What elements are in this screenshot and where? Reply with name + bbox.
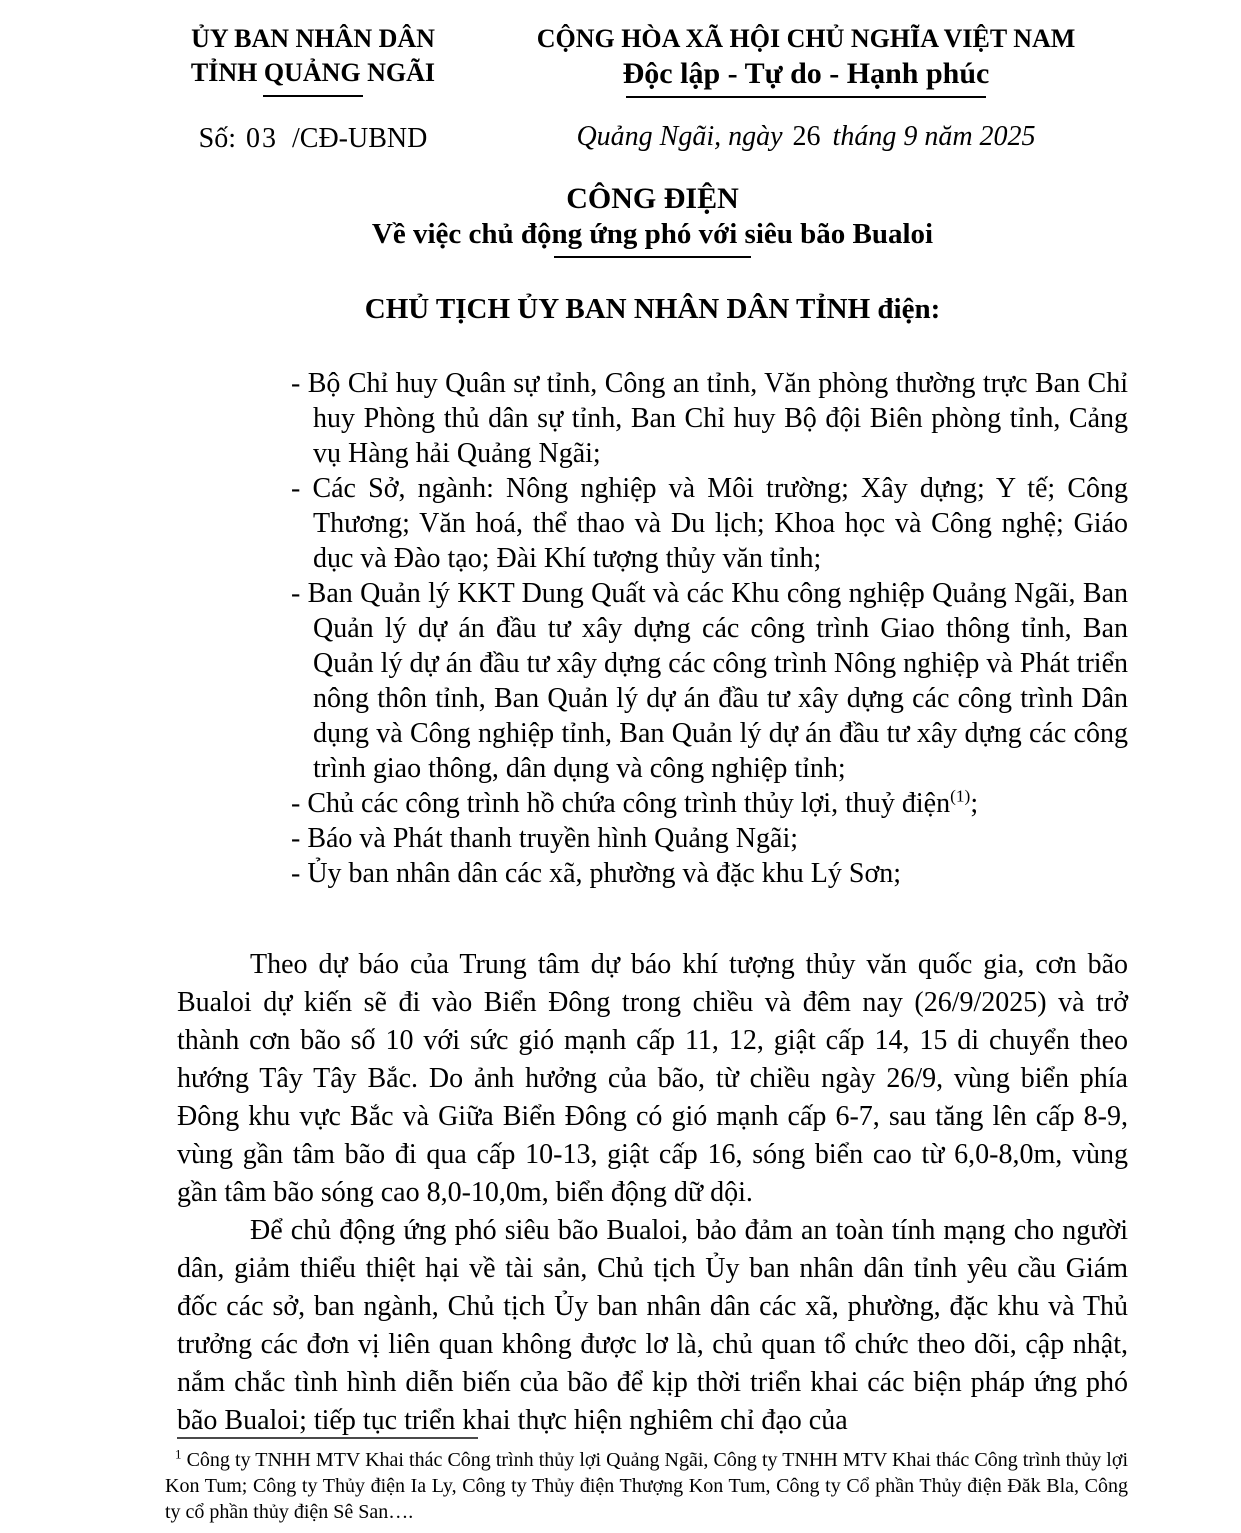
title-underline [554,256,751,258]
dateline-prefix: Quảng Ngãi, ngày [576,121,783,152]
recipient-text: - Ủy ban nhân dân các xã, phường và đặc khu Lý Sơn; [291,858,902,889]
doc-title: CÔNG ĐIỆN [566,182,739,215]
body-paragraph: Theo dự báo của Trung tâm dự báo khí tượng thủy văn quốc gia, cơn bão Bualoi dự kiến sẽ đi vào Biển Đông trong chiều và đêm nay (26/9/2025) và trở thành cơn bão số 10 với sức gió mạnh cấp 11, 12, giật cấp 14, 15 di chuyển theo hướng Tây Tây Bắc. Do ảnh hưởng của bão, từ chiều ngày 26/9, vùng biển phía Đông khu vực Bắc và Giữa Biển Đông có gió mạnh cấp 6-7, sau tăng lên cấp 8-9, vùng gần tâm bão đi qua cấp 10-13, giật cấp 16, sóng biển cao từ 6,0-8,0m, vùng gần tâm bão sóng cao 8,0-10,0m, biển động dữ dội. [177,949,1128,1208]
footnote [165,1447,1128,1525]
body-paragraph: Để chủ động ứng phó siêu bão Bualoi, bảo đảm an toàn tính mạng cho người dân, giảm thiểu thiệt hại về tài sản, Chủ tịch Ủy ban nhân dân tỉnh yêu cầu Giám đốc các sở, ban ngành, Chủ tịch Ủy ban nhân dân các xã, phường, đặc khu và Thủ trưởng các đơn vị liên quan không được lơ là, chủ quan tổ chức theo dõi, cập nhật, nắm chắc tình hình diễn biến của bão để kịp thời triển khai các biện pháp ứng phó bão Bualoi; tiếp tục triển khai thực hiện nghiêm chỉ đạo của [177,1215,1128,1436]
national-header-block [530,22,1082,153]
recipient-text: ; [970,788,979,819]
recipient-text: - Bộ Chỉ huy Quân sự tỉnh, Công an tỉnh, Văn phòng thường trực Ban Chỉ huy Phòng thủ dân sự tỉnh, Ban Chỉ huy Bộ đội Biên phòng tỉnh, Cảng vụ Hàng hải Quảng Ngãi; [291,368,1128,469]
recipient-item [291,856,1128,891]
recipient-list [177,366,1128,891]
document-number-value: 03 [246,123,278,154]
recipient-text: - Các Sở, ngành: Nông nghiệp và Môi trường; Xây dựng; Y tế; Công Thương; Văn hoá, thể thao và Du lịch; Khoa học và Công nghệ; Giáo dục và Đào tạo; Đài Khí tượng thủy văn tỉnh; [291,473,1128,574]
footnote-reference: (1) [950,786,971,806]
recipient-item [291,786,1128,821]
body-block [177,946,1128,1440]
document-number [177,123,449,155]
document-number-suffix: /CĐ-UBND [292,123,428,154]
dateline-day: 26 [792,121,821,152]
issuer-block [177,22,449,155]
footnote-divider [177,1437,478,1439]
national-name: CỘNG HÒA XÃ HỘI CHỦ NGHĨA VIỆT NAM [536,24,1076,53]
recipient-item [291,471,1128,576]
footnote-text: Công ty TNHH MTV Khai thác Công trình thủy lợi Quảng Ngãi, Công ty TNHH MTV Khai thác Công trình thủy lợi Kon Tum; Công ty Thủy điện Ia Ly, Công ty Thủy điện Thượng Kon Tum, Công ty Cổ phần Thủy điện Đăk Bla, Công ty cổ phần thủy điện Sê San…. [165,1449,1128,1523]
recipient-item [291,366,1128,471]
document-number-label: Số: [198,123,236,154]
recipient-text: - Chủ các công trình hồ chứa công trình thủy lợi, thuỷ điện [291,788,951,819]
recipient-item [291,576,1128,786]
issuer-underline [263,95,363,97]
footnote-marker: 1 [175,1446,182,1462]
issuer-name: ỦY BAN NHÂN DÂN [191,24,435,53]
dateline [530,121,1082,153]
salutation: CHỦ TỊCH ỦY BAN NHÂN DÂN TỈNH điện: [364,293,941,325]
national-motto: Độc lập - Tự do - Hạnh phúc [622,57,990,90]
recipient-text: - Báo và Phát thanh truyền hình Quảng Ngãi; [291,823,799,854]
issuer-province: TỈNH QUẢNG NGÃI [190,58,436,87]
title-block [177,181,1128,258]
doc-subtitle: Về việc chủ động ứng phó với siêu bão Bualoi [371,218,934,250]
dateline-suffix: tháng 9 năm 2025 [832,121,1036,152]
motto-underline [626,96,986,98]
recipient-item [291,821,1128,856]
recipient-text: - Ban Quản lý KKT Dung Quất và các Khu công nghiệp Quảng Ngãi, Ban Quản lý dự án đầu tư xây dựng các công trình Giao thông tỉnh, Ban Quản lý dự án đầu tư xây dựng các công trình Nông nghiệp và Phát triển nông thôn tỉnh, Ban Quản lý dự án đầu tư xây dựng các công trình Dân dụng và Công nghiệp tỉnh, Ban Quản lý dự án đầu tư xây dựng các công trình giao thông, dân dụng và công nghiệp tỉnh; [291,578,1128,784]
